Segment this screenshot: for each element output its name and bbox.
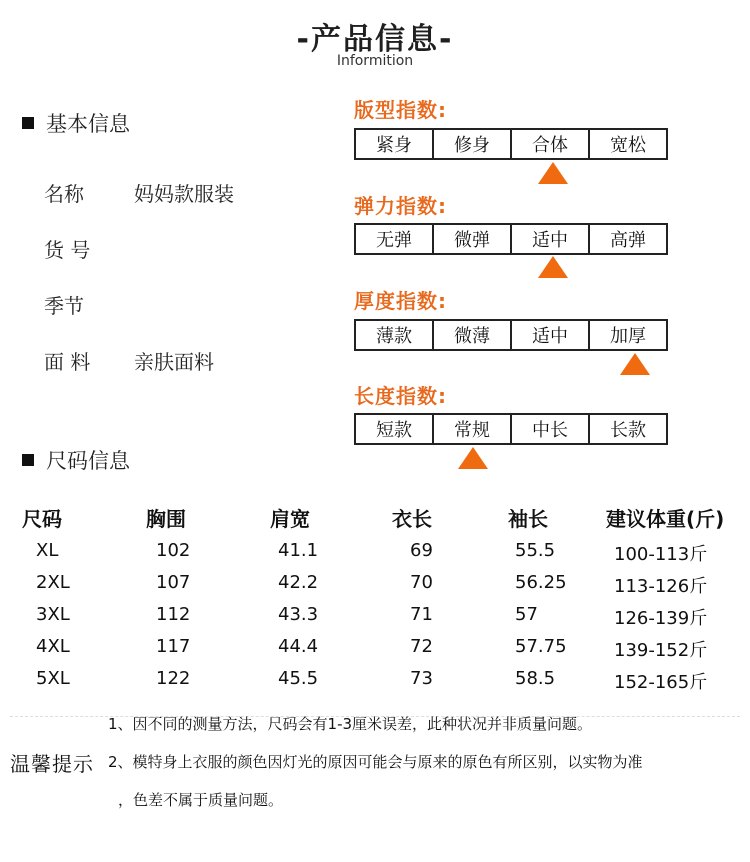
table-cell: 70 [410, 572, 433, 593]
table-cell: 112 [156, 604, 191, 625]
length-option-selected: 常规 [434, 415, 512, 443]
length-option: 短款 [356, 415, 434, 443]
table-cell: 117 [156, 636, 191, 657]
size-col-header: 尺码 [22, 507, 62, 531]
page-title: -产品信息- [296, 22, 454, 57]
elasticity-option: 高弹 [610, 230, 646, 251]
size-info-heading [22, 445, 130, 475]
fit-index-scale [354, 128, 668, 160]
length-selected-marker-icon [458, 447, 488, 469]
elasticity-option: 无弹 [356, 225, 434, 253]
square-bullet-icon [22, 454, 34, 466]
elasticity-option: 微弹 [434, 225, 512, 253]
thickness-index-scale [354, 319, 668, 351]
table-cell: 44.4 [278, 636, 319, 657]
table-cell: 41.1 [278, 540, 319, 561]
table-cell: 107 [156, 572, 191, 593]
table-cell: 139-152斤 [614, 640, 708, 661]
table-cell: 2XL [36, 572, 70, 593]
fit-option: 紧身 [356, 130, 434, 158]
tip-label: 温馨提示 [10, 752, 94, 776]
table-cell: 58.5 [515, 668, 556, 689]
basic-label-name: 名称 [44, 182, 84, 206]
basic-value-fabric: 亲肤面料 [134, 350, 214, 374]
table-cell: 72 [410, 636, 433, 657]
fit-option: 宽松 [610, 135, 646, 156]
table-cell: 73 [410, 668, 433, 689]
table-cell: 42.2 [278, 572, 319, 593]
tip-line-1: 1、因不同的测量方法，尺码会有1-3厘米误差，此种状况并非质量问题。 [108, 715, 593, 733]
size-info-heading-text: 尺码信息 [46, 449, 130, 473]
table-cell: 122 [156, 668, 191, 689]
table-cell: 5XL [36, 668, 70, 689]
length-col-header: 衣长 [392, 507, 432, 531]
thickness-option: 微薄 [434, 321, 512, 349]
weight-col-header: 建议体重(斤) [606, 507, 725, 531]
table-cell: 100-113斤 [614, 544, 708, 565]
tip-line-2: 2、模特身上衣服的颜色因灯光的原因可能会与原来的原色有所区别，以实物为准 [108, 753, 643, 771]
shoulder-col-header: 肩宽 [270, 507, 310, 531]
table-cell: 71 [410, 604, 433, 625]
table-cell: XL [36, 540, 59, 561]
elasticity-option-selected: 适中 [512, 225, 590, 253]
basic-value-name: 妈妈款服装 [134, 182, 234, 206]
basic-label-item-no: 货 号 [44, 238, 91, 262]
table-cell: 57 [515, 604, 538, 625]
fit-selected-marker-icon [538, 162, 568, 184]
table-cell: 113-126斤 [614, 576, 708, 597]
table-cell: 45.5 [278, 668, 319, 689]
elasticity-selected-marker-icon [538, 256, 568, 278]
square-bullet-icon [22, 117, 34, 129]
table-cell: 126-139斤 [614, 608, 708, 629]
elasticity-index-title: 弹力指数: [354, 194, 447, 218]
table-cell: 102 [156, 540, 191, 561]
table-cell: 56.25 [515, 572, 567, 593]
thickness-option-selected: 加厚 [610, 326, 646, 347]
length-option: 长款 [610, 420, 646, 441]
table-cell: 69 [410, 540, 433, 561]
table-cell: 55.5 [515, 540, 556, 561]
length-option: 中长 [512, 415, 590, 443]
elasticity-index-scale [354, 223, 668, 255]
length-index-scale [354, 413, 668, 445]
table-cell: 3XL [36, 604, 70, 625]
tip-line-3: ，色差不属于质量问题。 [118, 791, 284, 809]
fit-index-title: 版型指数: [354, 98, 447, 122]
basic-label-season: 季节 [44, 294, 84, 318]
table-cell: 43.3 [278, 604, 319, 625]
fit-option: 修身 [434, 130, 512, 158]
page-subtitle: Informition [336, 53, 414, 69]
thickness-option: 适中 [512, 321, 590, 349]
thickness-selected-marker-icon [620, 353, 650, 375]
length-index-title: 长度指数: [354, 384, 447, 408]
fit-option-selected: 合体 [512, 130, 590, 158]
thickness-index-title: 厚度指数: [354, 289, 447, 313]
basic-info-heading [22, 108, 130, 138]
table-cell: 4XL [36, 636, 70, 657]
sleeve-col-header: 袖长 [508, 507, 548, 531]
chest-col-header: 胸围 [146, 507, 186, 531]
basic-label-fabric: 面 料 [44, 350, 91, 374]
basic-info-heading-text: 基本信息 [46, 112, 130, 136]
table-cell: 57.75 [515, 636, 567, 657]
thickness-option: 薄款 [356, 321, 434, 349]
table-cell: 152-165斤 [614, 672, 708, 693]
